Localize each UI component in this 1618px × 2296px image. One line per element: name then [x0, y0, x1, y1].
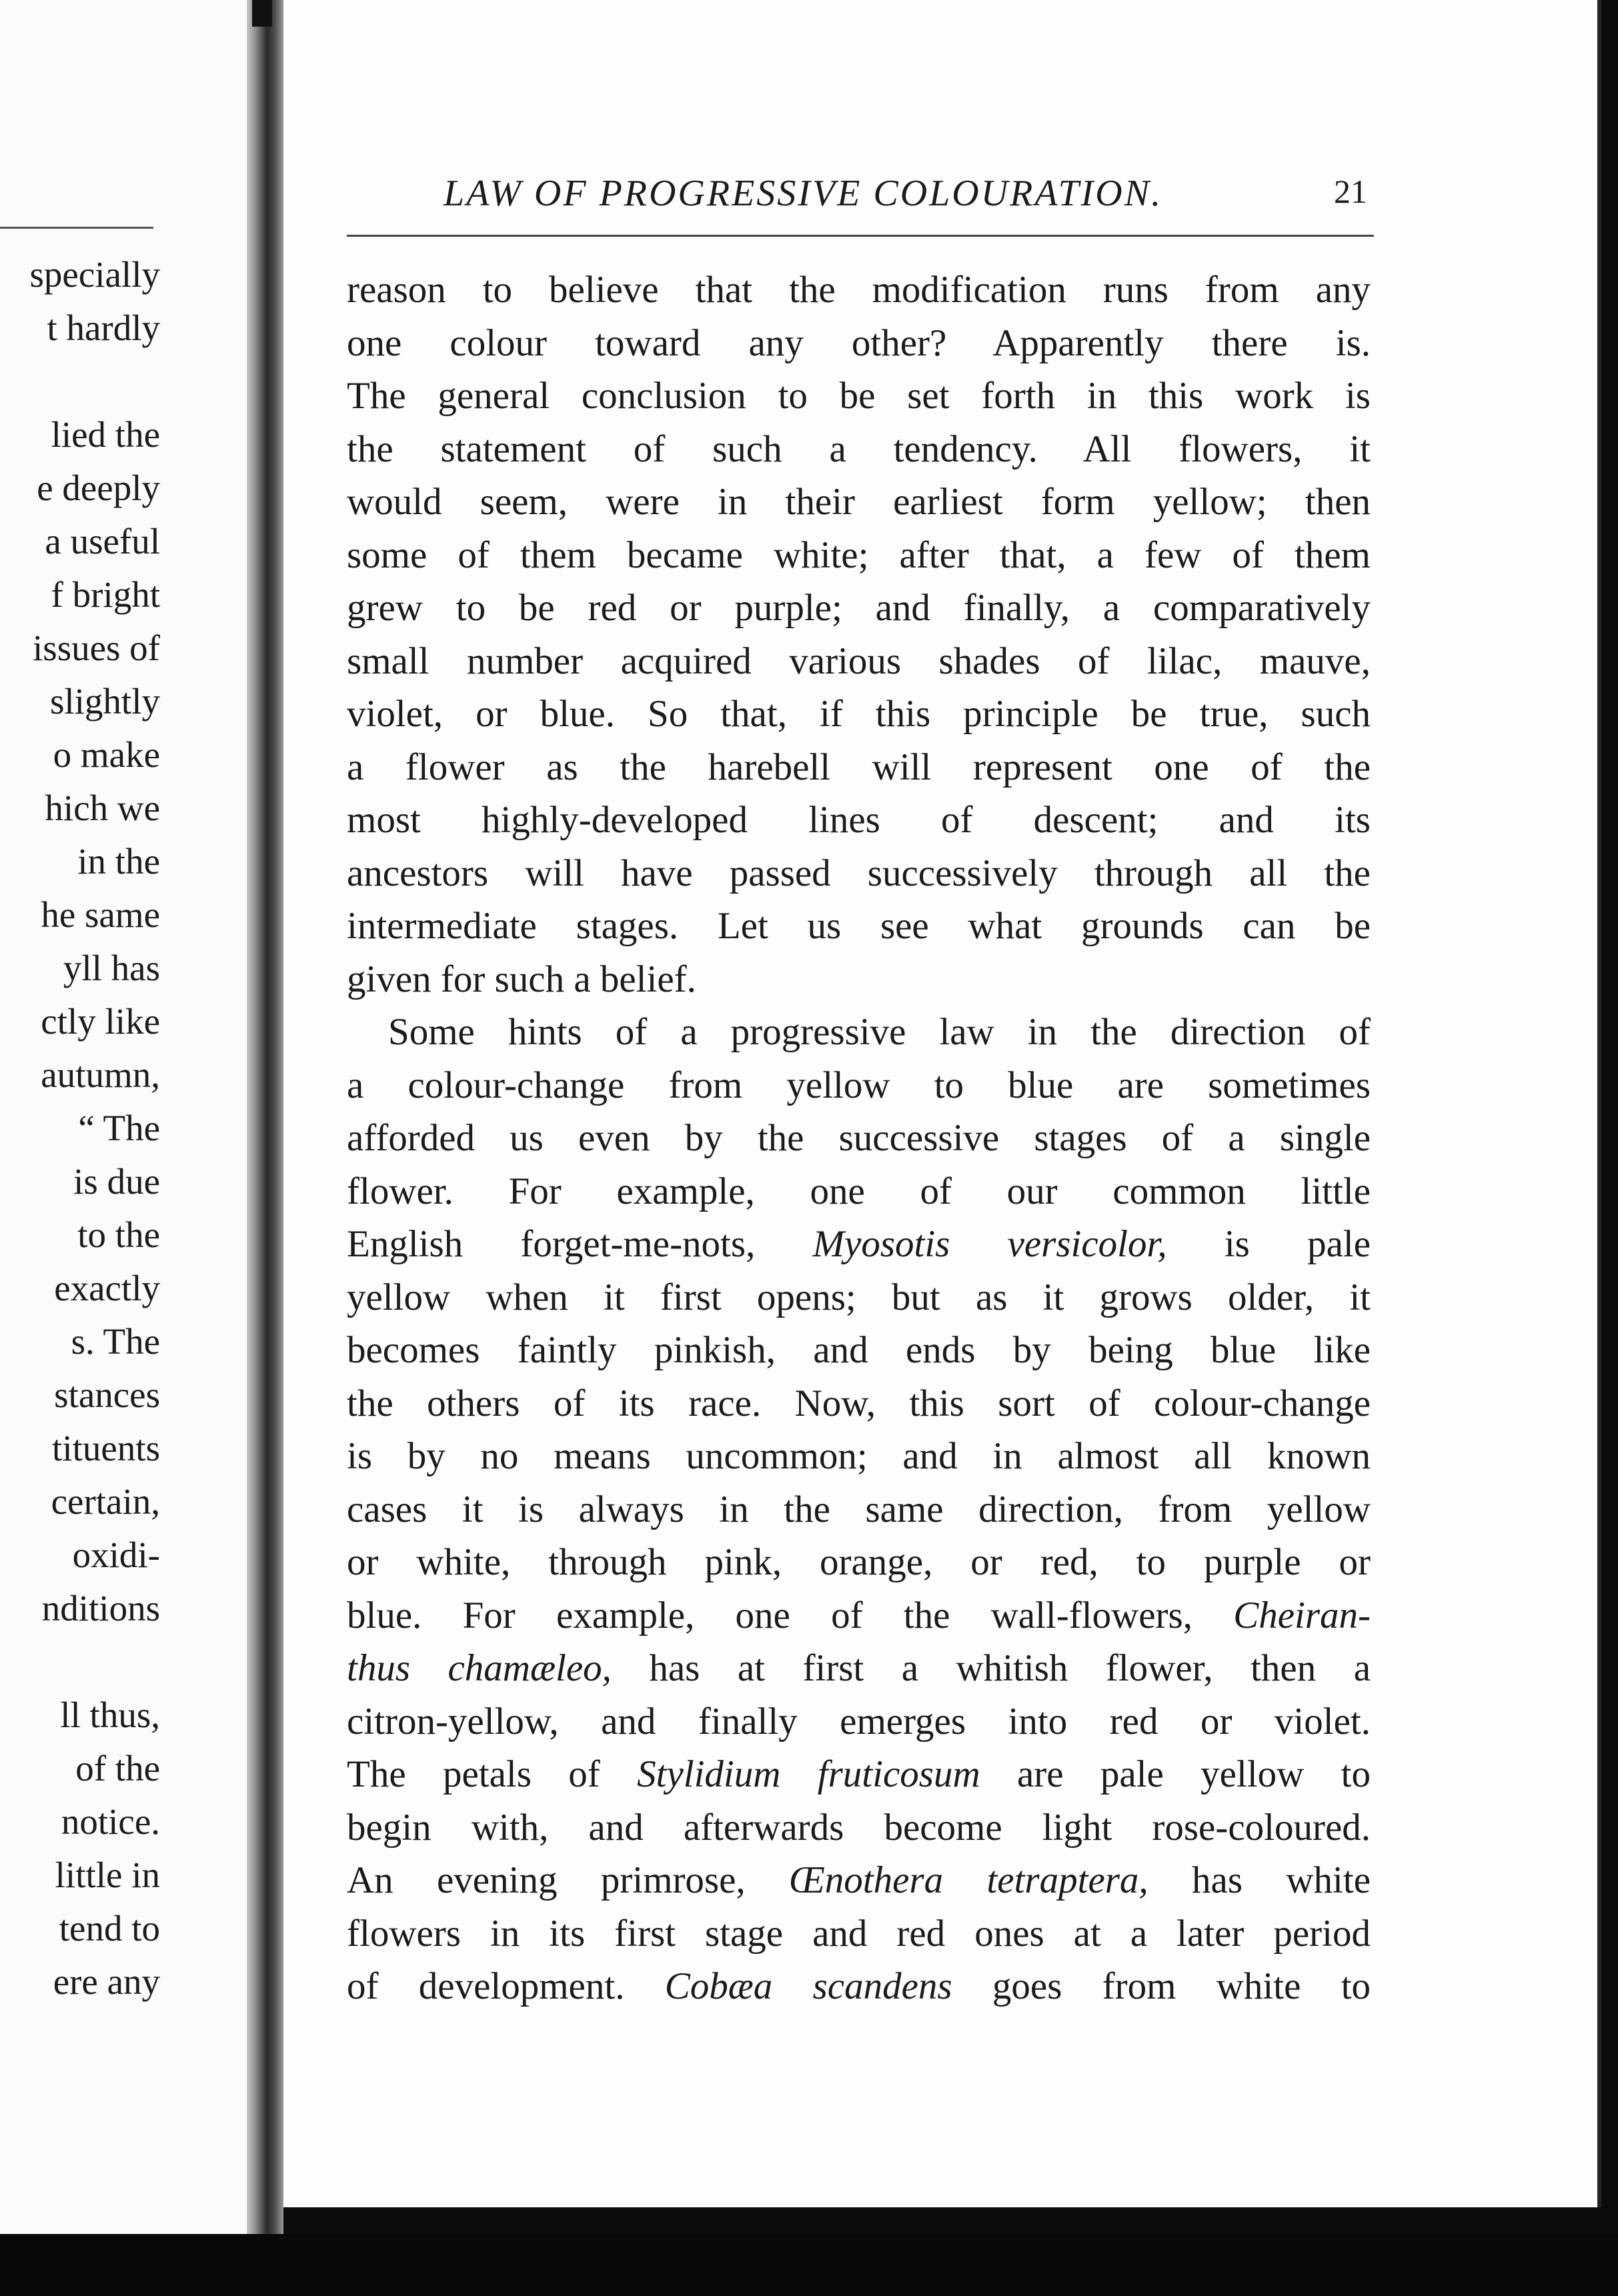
left-text-line: e deeply: [37, 467, 160, 508]
text-line: intermediate stages. Let us see what grounds can be: [347, 905, 1371, 947]
left-text-line: o make: [53, 734, 160, 775]
left-text-line: slightly: [49, 681, 160, 722]
text-line: flower. For example, one of our common little: [347, 1170, 1371, 1212]
gutter-shadow: [252, 0, 272, 27]
paragraph-2: [347, 1006, 1371, 2013]
text-line: blue. For example, one of the wall-flowers, Cheiran-: [347, 1594, 1371, 1636]
left-text-line: certain,: [51, 1481, 160, 1522]
left-text-line: f bright: [51, 574, 160, 615]
species-name: Stylidium fruticosum: [637, 1753, 980, 1795]
text-line: An evening primrose, Œnothera tetraptera, has white: [347, 1859, 1371, 1901]
left-text-line: ctly like: [41, 1001, 160, 1042]
left-header-rule: [0, 227, 153, 229]
left-text-line: oxidi-: [72, 1534, 160, 1575]
left-text-line: little in: [55, 1855, 160, 1895]
left-text-line: nditions: [41, 1588, 160, 1628]
text-line: the statement of such a tendency. All flowers, it: [347, 427, 1371, 470]
text-line: a flower as the harebell will represent one of the: [347, 746, 1371, 788]
text-line: citron-yellow, and finally emerges into red or violet.: [347, 1700, 1371, 1743]
body-text: [347, 263, 1371, 2013]
species-name: thus chamæleo,: [347, 1647, 612, 1689]
left-text-line: issues of: [33, 628, 160, 668]
text-line: some of them became white; after that, a few of them: [347, 533, 1371, 576]
left-text-line: a useful: [45, 521, 160, 561]
text-line: given for such a belief.: [347, 958, 696, 1000]
paragraph-1: [347, 263, 1371, 1006]
text-line: or white, through pink, orange, or red, to purple or: [347, 1541, 1371, 1583]
species-name: Œnothera tetraptera,: [789, 1859, 1148, 1901]
left-text-line: is due: [73, 1161, 160, 1202]
text-line: cases it is always in the same direction, from yellow: [347, 1488, 1371, 1530]
header-rule: [347, 235, 1374, 237]
text-line: most highly-developed lines of descent; and its: [347, 799, 1371, 841]
left-text-line: [30, 355, 160, 408]
scan-border: [0, 2234, 1618, 2296]
species-name: Cheiran-: [1233, 1594, 1371, 1636]
text-line: English forget-me-nots, Myosotis versicolor, is pale: [347, 1223, 1371, 1265]
text-line: becomes faintly pinkish, and ends by being blue like: [347, 1329, 1371, 1371]
left-text-line: “ The: [78, 1108, 160, 1148]
species-name: Cobæa scandens: [664, 1965, 952, 2007]
text-line: small number acquired various shades of lilac, mauve,: [347, 640, 1371, 682]
left-text-line: [30, 1635, 160, 1688]
left-text-line: to the: [77, 1214, 160, 1255]
text-line: begin with, and afterwards become light rose-coloured.: [347, 1806, 1371, 1849]
left-page-text: [30, 248, 160, 2009]
text-line: of development. Cobæa scandens goes from white to: [347, 1965, 1371, 2007]
species-name: Myosotis versicolor,: [812, 1223, 1167, 1265]
left-text-line: lied the: [51, 414, 160, 455]
text-line: ancestors will have passed successively through all the: [347, 852, 1371, 894]
left-text-line: ll thus,: [60, 1694, 160, 1735]
text-line: The petals of Stylidium fruticosum are pale yellow to: [347, 1753, 1371, 1795]
left-text-line: of the: [75, 1748, 160, 1789]
left-text-line: he same: [41, 894, 160, 935]
left-text-line: hich we: [45, 788, 160, 828]
text-line: The general conclusion to be set forth in this work is: [347, 375, 1371, 417]
left-text-line: t hardly: [47, 307, 160, 348]
text-line: afforded us even by the successive stages of a single: [347, 1117, 1371, 1159]
left-text-line: ere any: [53, 1961, 160, 2002]
text-line: violet, or blue. So that, if this principle be true, such: [347, 693, 1371, 735]
text-line: a colour-change from yellow to blue are sometimes: [347, 1064, 1371, 1106]
text-line: Some hints of a progressive law in the direction of: [388, 1011, 1371, 1053]
left-text-line: specially: [29, 254, 160, 295]
left-text-line: in the: [77, 841, 160, 882]
left-text-line: exactly: [54, 1268, 160, 1308]
running-title: LAW OF PROGRESSIVE COLOURATION.: [444, 173, 1163, 214]
left-text-line: s. The: [71, 1321, 160, 1362]
text-line: one colour toward any other? Apparently there is.: [347, 321, 1371, 364]
text-line: is by no means uncommon; and in almost all known: [347, 1435, 1371, 1477]
text-line: flowers in its first stage and red ones at a later period: [347, 1912, 1371, 1955]
text-line: would seem, were in their earliest form yellow; then: [347, 481, 1371, 523]
left-text-line: yll has: [63, 948, 160, 988]
left-text-line: tend to: [59, 1908, 160, 1949]
text-line: the others of its race. Now, this sort of colour-change: [347, 1382, 1371, 1424]
running-header: [283, 172, 1504, 225]
left-text-line: autumn,: [41, 1054, 160, 1095]
book-gutter: [247, 0, 283, 2234]
left-text-line: notice.: [61, 1801, 160, 1842]
text-line: yellow when it first opens; but as it grows older, it: [347, 1276, 1371, 1318]
left-facing-page: [0, 0, 248, 2234]
page-number: 21: [1334, 173, 1367, 210]
text-line: grew to be red or purple; and finally, a comparatively: [347, 587, 1371, 629]
left-text-line: stances: [54, 1374, 160, 1415]
text-line: reason to believe that the modification runs from any: [347, 269, 1371, 311]
left-text-line: tituents: [52, 1428, 160, 1468]
text-line: thus chamæleo, has at first a whitish flower, then a: [347, 1647, 1371, 1689]
